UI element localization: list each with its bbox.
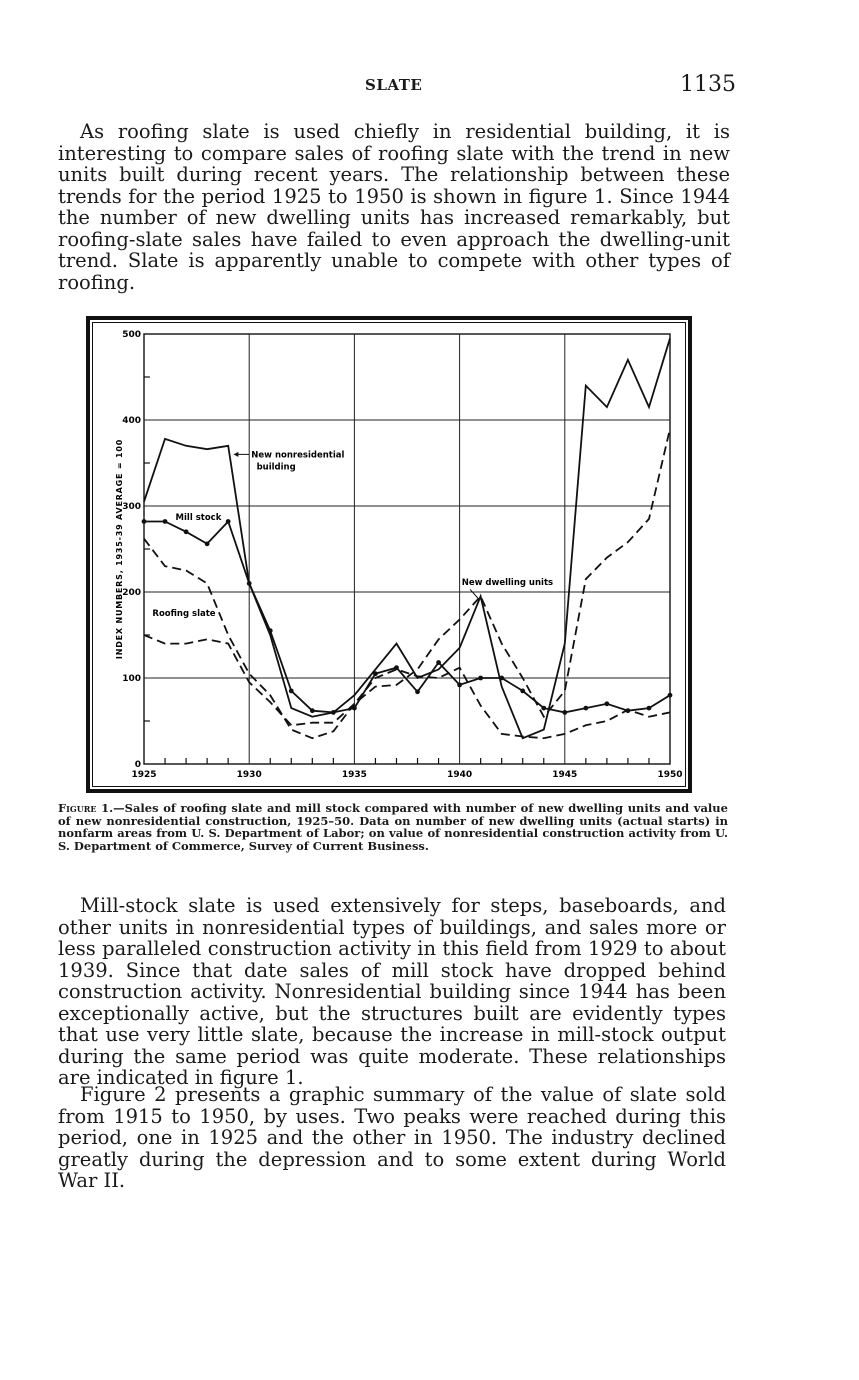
mill-stock-marker [142,519,147,524]
paragraph-3: Figure 2 presents a graphic summary of the value of slate sold from 1915 to 1950, by uses. Two peaks were reached during this period, one in 1925 and the other in 1950. The industry declined greatly during the depression and to some extent during World War II. [58,1083,726,1192]
mill-stock-marker [289,689,294,694]
mill-stock-marker [520,689,525,694]
figure-caption [58,802,728,852]
y-tick-label: 300 [122,502,141,512]
y-tick-label: 400 [122,416,141,426]
annotation-nonresidential-line1: New nonresidential [251,450,345,461]
mill-stock-marker [583,706,588,711]
mill-stock-marker [226,519,231,524]
mill-stock-marker [184,529,189,534]
plot-area-border [144,334,670,764]
mill-stock-marker [647,706,652,711]
x-tick-label: 1925 [131,770,157,780]
dwelling-units-line [144,429,670,739]
y-tick-label: 0 [134,760,141,770]
caption-text: —Sales of roofing slate and mill stock compared with number of new dwelling units and value of new nonresidential construction, 1925–50. Data on number of new dwelling units (actual starts) in nonfarm areas from U. S. Department of Labor; on value of nonresidential construction activity from U. S. Department of Commerce, Survey of Current Business. [58,801,728,853]
x-tick-label: 1935 [341,770,367,780]
mill-stock-marker [310,708,315,713]
running-title: SLATE [365,76,423,94]
mill-stock-marker [415,689,420,694]
mill-stock-marker [562,710,567,715]
annotation-mill-stock: Mill stock [175,512,222,523]
figure-1-frame [86,316,692,793]
x-tick-label: 1950 [657,770,683,780]
mill-stock-marker [541,706,546,711]
mill-stock-marker [436,660,441,665]
mill-stock-marker [373,671,378,676]
caption-label: Figure 1. [58,801,114,815]
annotation-dwelling-units: New dwelling units [461,578,554,589]
nonresidential-arrowhead [233,452,238,457]
x-tick-label: 1945 [552,770,578,780]
mill-stock-marker [247,581,252,586]
figure-1-chart [90,320,688,789]
y-tick-label: 200 [122,588,141,598]
mill-stock-marker [604,701,609,706]
paragraph-1: As roofing slate is used chiefly in residential building, it is interesting to compare sales of roofing slate with the trend in new units built during recent years. The relationship between these trends for the period 1925 to 1950 is shown in figure 1. Since 1944 the number of new dwelling units has increased remarkably, but roofing-slate sales have failed to even approach the dwelling-unit trend. Slate is apparently unable to compete with other types of roofing. [58,120,730,294]
mill-stock-marker [499,676,504,681]
y-tick-label: 100 [122,674,141,684]
roofing-slate-line [144,635,670,738]
y-axis-label: INDEX NUMBERS, 1935-39 AVERAGE = 100 [115,438,124,660]
dwelling-units-pointer [470,589,478,598]
annotation-roofing-slate: Roofing slate [152,609,216,620]
x-tick-label: 1940 [447,770,473,780]
x-tick-label: 1930 [236,770,262,780]
mill-stock-marker [268,628,273,633]
y-tick-label: 500 [122,330,141,340]
mill-stock-line [144,522,670,713]
mill-stock-marker [163,519,168,524]
annotation-nonresidential-line2: building [256,462,296,473]
paragraph-2: Mill-stock slate is used extensively for steps, baseboards, and other units in nonresidential types of buildings, and sales more or less paralleled construction activity in this field from 1929 to about 1939. Since that date sales of mill stock have dropped behind construction activity. Nonresidential building since 1944 has been exceptionally active, but the structures built are evidently types that use very little slate, because the increase in mill-stock output during the same period was quite moderate. These relationships are indicated in figure 1. [58,894,726,1089]
page-number: 1135 [680,72,736,97]
mill-stock-marker [478,676,483,681]
mill-stock-marker [668,693,673,698]
mill-stock-marker [457,682,462,687]
mill-stock-marker [331,710,336,715]
mill-stock-marker [205,541,210,546]
